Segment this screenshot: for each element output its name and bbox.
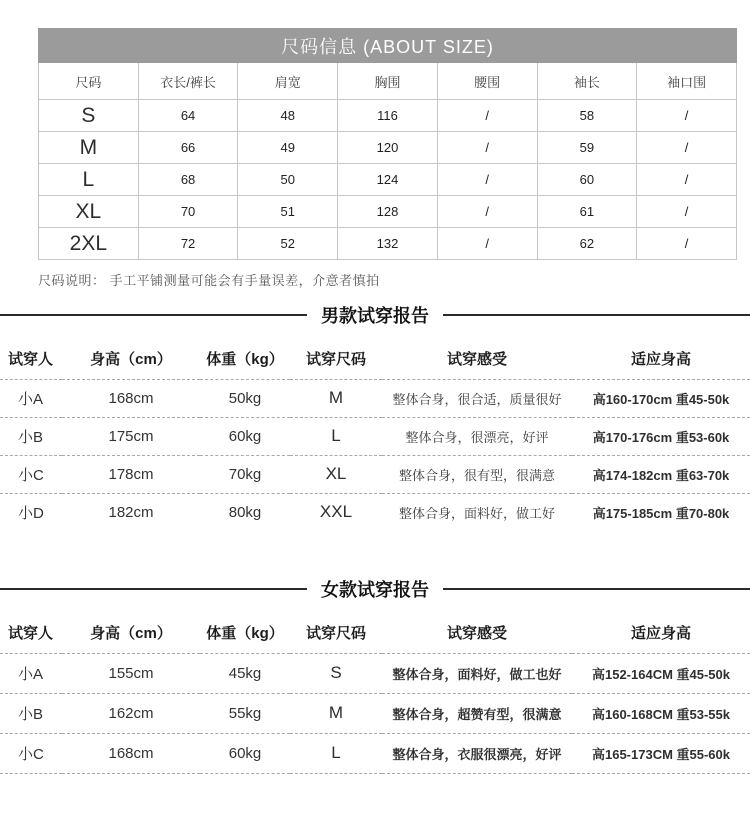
men-report-title [0,303,750,327]
size-table-row [39,100,737,132]
measure-cell: / [437,100,537,132]
tried-size-cell: M [328,703,344,722]
weight-cell: 50kg [228,389,262,407]
measure-cell: / [437,228,537,260]
report-header-row [0,613,750,653]
measure-cell: 50 [238,164,338,196]
measure-cell: 49 [238,132,338,164]
column-header-feeling: 试穿感受 [446,351,507,369]
weight-cell: 60kg [228,744,262,762]
measure-cell: 61 [537,196,637,228]
report-row [0,455,750,493]
measure-cell: 68 [138,164,238,196]
fit-range-cell: 高152-164CM 重45-50k [591,666,731,682]
measure-cell: 51 [238,196,338,228]
measure-cell: / [437,132,537,164]
height-cell: 162cm [108,704,154,722]
size-label: M [39,132,139,164]
measure-cell: 48 [238,100,338,132]
column-header-weight: 体重（kg） [206,351,284,369]
measure-cell: / [637,100,737,132]
size-label: 2XL [39,228,139,260]
size-label: L [39,164,139,196]
product-size-info-page [0,28,750,828]
fit-range-cell: 高175-185cm 重70-80k [592,505,730,521]
size-table-header-row [39,63,737,100]
women-report-table [0,613,750,774]
measure-cell: 52 [238,228,338,260]
fit-range-cell: 高165-173CM 重55-60k [591,746,731,762]
divider-line [443,314,750,316]
size-table-title: 尺码信息 (ABOUT SIZE) [39,29,737,63]
column-header-length: 衣长/裤长 [138,63,238,100]
height-cell: 175cm [108,427,154,445]
size-table-title-row [39,29,737,63]
feeling-cell: 整体合身，很漂亮，好评 [405,429,549,445]
women-report-title-label: 女款试穿报告 [321,580,429,600]
tried-size-cell: XXL [319,502,353,522]
weight-cell: 45kg [228,664,262,682]
report-row [0,417,750,455]
feeling-cell: 整体合身，面料好，做工好 [398,505,555,521]
height-cell: 155cm [108,664,154,682]
column-header-cuff: 袖口围 [637,63,737,100]
size-table-row [39,132,737,164]
tester-cell: 小C [18,466,44,484]
column-header-tried-size: 试穿尺码 [305,625,366,643]
size-label: XL [39,196,139,228]
report-header-row [0,339,750,379]
size-label: S [39,100,139,132]
tried-size-cell: L [331,426,341,445]
men-report-title-label: 男款试穿报告 [321,306,429,326]
column-header-height: 身高（cm） [90,625,172,643]
column-header-chest: 胸围 [338,63,438,100]
feeling-cell: 整体合身，面料好，做工也好 [392,666,562,682]
column-header-feeling: 试穿感受 [446,625,507,643]
tester-cell: 小B [18,705,44,723]
measure-cell: / [637,196,737,228]
height-cell: 178cm [108,465,154,483]
tester-cell: 小A [18,390,44,408]
measure-cell: 116 [338,100,438,132]
measure-cell: 59 [537,132,637,164]
fit-range-cell: 高174-182cm 重63-70k [592,467,730,483]
height-cell: 182cm [108,503,154,521]
column-header-tester: 试穿人 [8,351,54,369]
measure-cell: 120 [338,132,438,164]
column-header-fit-range: 适应身高 [630,351,691,369]
tester-cell: 小C [18,745,44,763]
tried-size-cell: M [328,388,344,407]
measure-cell: 124 [338,164,438,196]
tried-size-cell: S [330,663,342,682]
measure-cell: 64 [138,100,238,132]
column-header-sleeve: 袖长 [537,63,637,100]
measure-cell: / [637,228,737,260]
fit-range-cell: 高160-168CM 重53-55k [591,706,731,722]
column-header-waist: 腰围 [437,63,537,100]
measure-cell: 66 [138,132,238,164]
report-row [0,733,750,773]
size-table-row [39,164,737,196]
size-table [38,28,737,260]
report-row [0,493,750,531]
feeling-cell: 整体合身，超赞有型，很满意 [392,706,562,722]
column-header-size: 尺码 [39,63,139,100]
divider-line [0,588,307,590]
weight-cell: 55kg [228,704,262,722]
height-cell: 168cm [108,744,154,762]
tried-size-cell: L [331,743,341,762]
measure-cell: 132 [338,228,438,260]
weight-cell: 80kg [228,503,262,521]
tester-cell: 小A [18,665,44,683]
column-header-tester: 试穿人 [8,625,54,643]
size-note: 尺码说明： 手工平铺测量可能会有手量误差，介意者慎拍 [38,273,380,288]
report-row [0,693,750,733]
feeling-cell: 整体合身，很合适，质量很好 [392,391,562,407]
divider-line [443,588,750,590]
women-report-title [0,577,750,601]
feeling-cell: 整体合身，衣服很漂亮，好评 [392,746,562,762]
measure-cell: 72 [138,228,238,260]
weight-cell: 60kg [228,427,262,445]
measure-cell: / [637,164,737,196]
tester-cell: 小D [18,504,44,522]
column-header-weight: 体重（kg） [206,625,284,643]
report-row [0,379,750,417]
measure-cell: 70 [138,196,238,228]
column-header-shoulder: 肩宽 [238,63,338,100]
column-header-fit-range: 适应身高 [630,625,691,643]
tried-size-cell: XL [325,464,347,483]
measure-cell: / [437,196,537,228]
size-table-row [39,196,737,228]
measure-cell: / [437,164,537,196]
measure-cell: 58 [537,100,637,132]
men-report-table [0,339,750,531]
weight-cell: 70kg [228,465,262,483]
divider-line [0,314,307,316]
fit-range-cell: 高160-170cm 重45-50k [592,391,730,407]
measure-cell: 62 [537,228,637,260]
feeling-cell: 整体合身，很有型，很满意 [398,467,555,483]
height-cell: 168cm [108,389,154,407]
size-table-row [39,228,737,260]
measure-cell: 60 [537,164,637,196]
measure-cell: 128 [338,196,438,228]
fit-range-cell: 高170-176cm 重53-60k [592,429,730,445]
tester-cell: 小B [18,428,44,446]
column-header-height: 身高（cm） [90,351,172,369]
measure-cell: / [637,132,737,164]
report-row [0,653,750,693]
column-header-tried-size: 试穿尺码 [305,351,366,369]
